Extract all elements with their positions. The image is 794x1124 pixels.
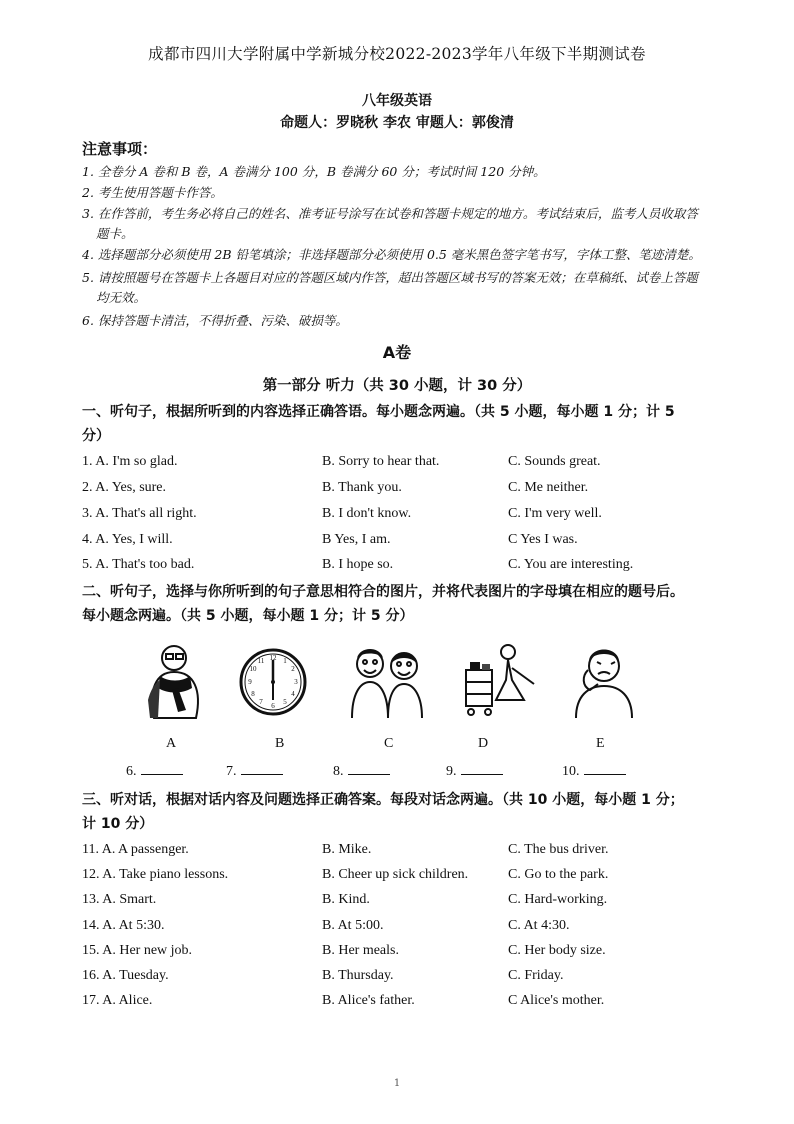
svg-text:10: 10 [249,665,257,673]
option-c: C. Me neither. [508,480,589,495]
option-a: 4. A. Yes, I will. [82,532,173,547]
section1-line2: 分） [82,428,110,444]
svg-text:3: 3 [294,678,298,686]
section1-line1: 一、听句子，根据所听到的内容选择正确答语。每小题念两遍。（共 5 小题，每小题 1 分；计 5 [82,404,675,420]
option-a: 14. A. At 5:30. [82,918,165,933]
clock-image [238,640,308,720]
answer-blank[interactable] [226,762,283,780]
section3-line2: 计 10 分） [82,816,154,832]
blank-line [584,762,626,775]
notice-title: 注意事项： [82,140,158,158]
picture-label: E [596,736,605,751]
notice-item: 4. 选择题部分必须使用 2B 铅笔填涂；非选择题部分必须使用 0.5 毫米黑色签字笔书写，字体工整、笔迹清楚。 [82,247,701,262]
part-title: 第一部分 听力（共 30 小题，计 30 分） [262,378,532,394]
option-c: C. The bus driver. [508,842,609,857]
blank-number: 9. [446,764,457,779]
option-a: 3. A. That's all right. [82,506,197,521]
svg-text:8: 8 [251,690,255,698]
option-c: C. Hard-working. [508,892,608,907]
section3-line1: 三、听对话，根据对话内容及问题选择正确答案。每段对话念两遍。（共 10 小题，每小题 1 分； [82,792,684,808]
section2-line1: 二、听句子，选择与你所听到的句子意思相符合的图片，并将代表图片的字母填在相应的题号后。 [82,584,684,600]
blank-number: 6. [126,764,137,779]
option-c: C. You are interesting. [508,557,634,572]
option-c: C Yes I was. [508,532,578,547]
option-c: C. I'm very well. [508,506,602,521]
section1-instruction [82,400,742,448]
svg-text:12: 12 [269,654,277,662]
option-a: 12. A. Take piano lessons. [82,867,229,882]
section2-instruction [82,580,742,628]
picture-label: A [166,736,177,751]
option-a: 2. A. Yes, sure. [82,480,167,495]
two-people-image [348,640,428,720]
section3-instruction [82,788,742,836]
blank-number: 8. [333,764,344,779]
svg-text:7: 7 [259,698,263,706]
option-c: C Alice's mother. [508,993,605,1008]
section2-line2: 每小题念两遍。（共 5 小题，每小题 1 分；计 5 分） [82,608,414,624]
blank-line [241,762,283,775]
option-b: B. I hope so. [322,557,394,572]
blank-line [461,762,503,775]
shopping-cart-image [462,640,542,720]
option-b: B. Mike. [322,842,372,857]
blank-line [348,762,390,775]
answer-blank[interactable] [333,762,390,780]
svg-text:9: 9 [248,678,252,686]
option-b: B Yes, I am. [322,532,391,547]
option-a: 17. A. Alice. [82,993,153,1008]
svg-text:11: 11 [257,657,265,665]
option-a: 5. A. That's too bad. [82,557,195,572]
svg-text:2: 2 [291,665,295,673]
option-b: B. Alice's father. [322,993,415,1008]
option-a: 11. A. A passenger. [82,842,189,857]
picture-label: B [275,736,285,751]
option-b: B. Cheer up sick children. [322,867,469,882]
notice-item: 1. 全卷分 A 卷和 B 卷，A 卷满分 100 分，B 卷满分 60 分；考试时间 120 分钟。 [82,164,546,179]
blank-number: 7. [226,764,237,779]
notice-item: 3. 在作答前，考生务必将自己的姓名、准考证号涂写在试卷和答题卡规定的地方。考试结束后，监考人员收取答 [82,206,698,221]
answer-blank[interactable] [562,762,626,780]
picture-label: D [478,736,489,751]
option-b: B. Kind. [322,892,370,907]
sick-person-image [568,640,638,720]
option-b: B. Her meals. [322,943,399,958]
blank-line [141,762,183,775]
answer-blank[interactable] [446,762,503,780]
subject-title: 八年级英语 [362,93,432,109]
option-b: B. Sorry to hear that. [322,454,440,469]
answer-blank[interactable] [126,762,183,780]
option-a: 15. A. Her new job. [82,943,193,958]
svg-text:6: 6 [271,702,275,710]
notice-item: 6. 保持答题卡清洁，不得折叠、污染、破损等。 [82,313,348,328]
notice-item: 2. 考生使用答题卡作答。 [82,185,223,200]
svg-text:4: 4 [291,690,295,698]
option-b: B. I don't know. [322,506,412,521]
svg-text:1: 1 [283,657,287,665]
picture-row [0,640,794,720]
svg-text:5: 5 [283,698,287,706]
notice-item: 5. 请按照题号在答题卡上各题目对应的答题区域内作答，超出答题区域书写的答案无效；在草稿纸、试卷上答题 [82,270,698,285]
page-number: 1 [393,1078,401,1089]
notice-item: 题卡。 [96,226,134,241]
option-b: B. Thursday. [322,968,394,983]
volume-title: A卷 [382,343,412,362]
option-a: 13. A. Smart. [82,892,157,907]
notice-item: 均无效。 [96,290,147,305]
authors-line: 命题人：罗晓秋 李农 审题人：郭俊清 [280,115,514,131]
option-a: 1. A. I'm so glad. [82,454,178,469]
option-c: C. Friday. [508,968,564,983]
blank-number: 10. [562,764,580,779]
exam-title: 成都市四川大学附属中学新城分校2022-2023学年八年级下半期测试卷 [148,45,646,63]
person-with-scarf-image [138,640,208,720]
option-c: C. Sounds great. [508,454,601,469]
option-c: C. Go to the park. [508,867,609,882]
option-c: C. Her body size. [508,943,606,958]
picture-label: C [384,736,394,751]
option-c: C. At 4:30. [508,918,570,933]
option-a: 16. A. Tuesday. [82,968,169,983]
option-b: B. Thank you. [322,480,402,495]
option-b: B. At 5:00. [322,918,384,933]
